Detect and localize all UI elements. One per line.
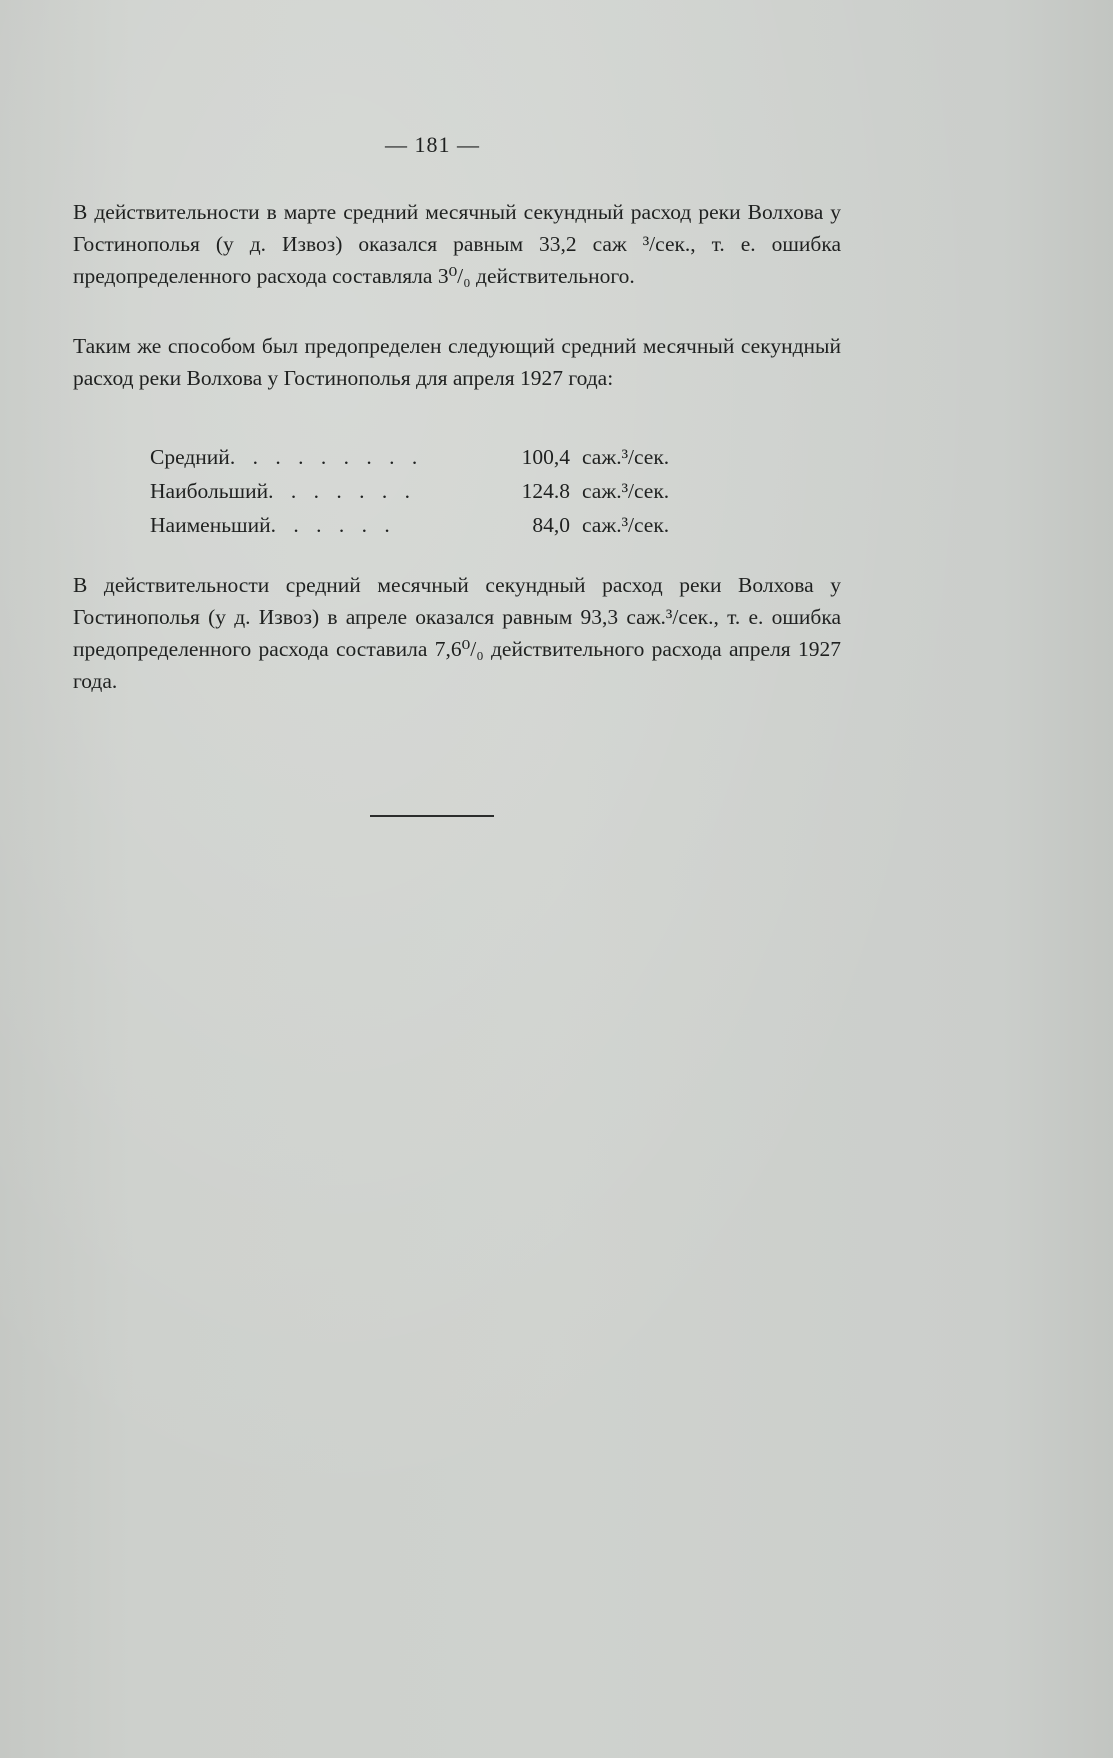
- values-label-cell: [150, 508, 490, 542]
- page-number: — 181 —: [385, 132, 480, 157]
- paragraph-text: Таким же способом был предопределен следующий средний месячный секундный расход реки Волхова у Гостинополья для апреля 1927 года:: [73, 334, 841, 390]
- values-label: Наименьший: [150, 513, 271, 537]
- values-row-mean: [150, 440, 669, 474]
- values-label-cell: [150, 440, 490, 474]
- leader-dots: . . . . . .: [270, 513, 396, 537]
- values-number: 100,4: [521, 445, 570, 469]
- values-number: 124.8: [521, 479, 570, 503]
- values-unit: саж.³/сек.: [582, 513, 670, 537]
- values-row-min: [150, 508, 669, 542]
- paragraph-method: [73, 330, 841, 394]
- values-row-max: [150, 474, 669, 508]
- values-unit: саж.³/сек.: [582, 445, 670, 469]
- leader-dots: . . . . . . .: [268, 479, 416, 503]
- leader-dots: . . . . . . . . .: [229, 445, 424, 469]
- values-label-cell: [150, 474, 490, 508]
- paragraph-text: В действительности в марте средний месячный секундный расход реки Волхова у Гостинополья (у д. Извоз) оказался равным 33,2 саж ³/сек., т. е. ошибка предопределенного расхода составляла 3⁰/₀ действительного.: [73, 200, 841, 288]
- section-divider: [370, 815, 494, 817]
- paragraph-text: В действительности средний месячный секундный расход реки Волхова у Гостинополья (у д. Извоз) в апреле оказался равным 93,3 саж.³/сек., т. е. ошибка предопределенного расхода составила 7,6⁰/₀ действительного расхода апреля 1927 года.: [73, 573, 841, 693]
- paragraph-april: [73, 569, 841, 697]
- values-label: Наибольший: [150, 479, 269, 503]
- values-label: Средний: [150, 445, 230, 469]
- paragraph-march: [73, 196, 841, 292]
- forecast-values-table: [150, 440, 669, 542]
- values-unit: саж.³/сек.: [582, 479, 670, 503]
- values-number: 84,0: [532, 513, 570, 537]
